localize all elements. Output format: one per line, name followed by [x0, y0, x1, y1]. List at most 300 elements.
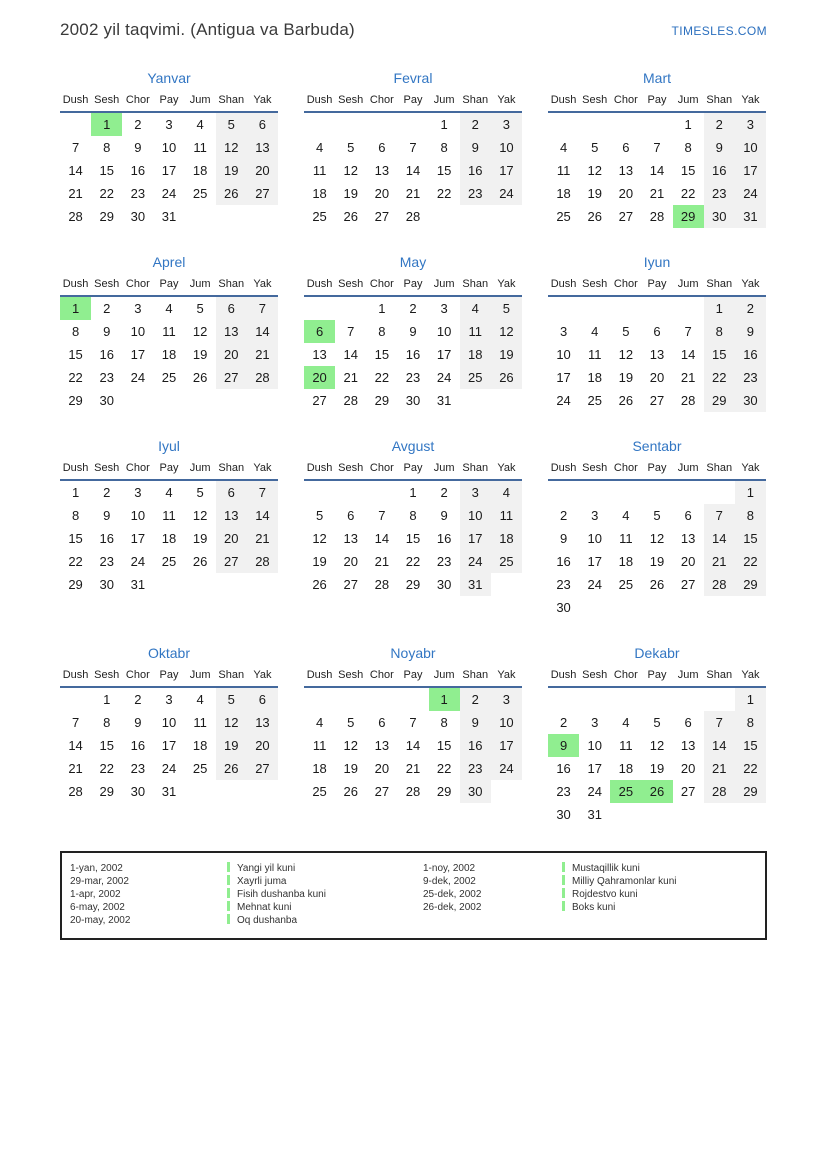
- week-row: [548, 527, 766, 550]
- day-cell: 26: [216, 757, 247, 780]
- holiday-legend: [60, 851, 767, 940]
- day-cell: 10: [491, 136, 522, 159]
- day-header: Shan: [460, 669, 491, 687]
- week-row: [304, 757, 522, 780]
- day-cell: 6: [216, 296, 247, 320]
- week-row: [304, 527, 522, 550]
- day-header: Jum: [429, 462, 460, 480]
- legend-date: 20-may, 2002: [70, 915, 131, 926]
- day-cell: 5: [196, 301, 204, 316]
- day-header: Dush: [548, 669, 579, 687]
- empty-cell: [247, 205, 278, 228]
- week-row: [304, 550, 522, 573]
- empty-cell: [216, 780, 247, 803]
- legend-date-column: [423, 862, 562, 927]
- day-cell: 25: [161, 554, 177, 569]
- empty-cell: [185, 205, 216, 228]
- day-cell: 26: [491, 366, 522, 389]
- day-cell: 6: [684, 715, 692, 730]
- day-cell: 22: [68, 370, 83, 385]
- day-cell: 3: [491, 687, 522, 711]
- month-title: Aprel: [152, 254, 186, 270]
- empty-cell: [673, 687, 704, 711]
- day-cell: 17: [436, 347, 452, 362]
- day-cell: 9: [735, 320, 766, 343]
- holiday-marker-icon: [562, 888, 565, 898]
- day-cell: 25: [312, 209, 327, 224]
- day-cell: 10: [130, 508, 146, 523]
- day-cell: 2: [460, 687, 491, 711]
- week-row: [548, 596, 766, 619]
- day-cell: 5: [622, 324, 630, 339]
- day-cell: 4: [622, 508, 630, 523]
- day-cell: 28: [649, 209, 665, 224]
- month-dekabr: [548, 645, 766, 826]
- week-row: [548, 687, 766, 711]
- day-cell: 12: [618, 347, 634, 362]
- week-row: [60, 573, 278, 596]
- day-cell: 29: [405, 577, 421, 592]
- day-cell: 29: [374, 393, 390, 408]
- day-cell: 10: [491, 711, 522, 734]
- day-cell: 23: [130, 186, 146, 201]
- day-cell: 17: [735, 159, 766, 182]
- month-table: [548, 669, 766, 826]
- week-row: [548, 734, 766, 757]
- day-cell: 15: [735, 734, 766, 757]
- day-cell: 19: [649, 761, 665, 776]
- month-oktabr: [60, 645, 278, 826]
- day-header: Chor: [610, 278, 641, 296]
- day-cell: 3: [591, 508, 599, 523]
- day-header: Sesh: [579, 94, 610, 112]
- legend-label: Yangi yil kuni: [227, 862, 423, 875]
- day-cell: 30: [99, 577, 114, 592]
- day-cell: 19: [491, 343, 522, 366]
- day-cell: 27: [680, 577, 696, 592]
- week-row: [304, 343, 522, 366]
- day-cell: 16: [405, 347, 421, 362]
- empty-cell: [673, 803, 704, 826]
- day-cell: 29: [704, 389, 735, 412]
- week-row: [60, 780, 278, 803]
- week-row: [60, 343, 278, 366]
- day-cell: 22: [99, 186, 114, 201]
- day-cell: 12: [649, 531, 665, 546]
- day-cell: 24: [130, 554, 146, 569]
- week-row: [548, 711, 766, 734]
- day-cell: 23: [99, 370, 114, 385]
- week-row: [60, 296, 278, 320]
- week-row: [304, 366, 522, 389]
- day-header: Yak: [247, 278, 278, 296]
- day-cell: 22: [735, 550, 766, 573]
- site-link[interactable]: TIMESLES.COM: [671, 24, 767, 38]
- day-header: Jum: [673, 278, 704, 296]
- day-header: Jum: [673, 94, 704, 112]
- day-cell: 6: [347, 508, 355, 523]
- day-cell: 13: [343, 531, 358, 546]
- week-row: [60, 182, 278, 205]
- day-header: Sesh: [91, 669, 122, 687]
- day-cell: 18: [556, 186, 571, 201]
- day-cell: 30: [130, 209, 146, 224]
- day-cell: 13: [247, 136, 278, 159]
- day-cell: 1: [704, 296, 735, 320]
- day-cell: 30: [405, 393, 421, 408]
- day-cell: 24: [161, 186, 177, 201]
- empty-cell: [610, 112, 641, 136]
- day-header: Sesh: [579, 278, 610, 296]
- holiday-marker-icon: [227, 862, 230, 872]
- empty-cell: [673, 296, 704, 320]
- day-cell: 13: [312, 347, 327, 362]
- day-cell: 16: [436, 531, 452, 546]
- day-cell: 31: [130, 577, 146, 592]
- day-cell: 19: [343, 761, 358, 776]
- empty-cell: [366, 112, 397, 136]
- day-cell: 15: [68, 531, 83, 546]
- holiday-marker-icon: [227, 901, 230, 911]
- day-header: Yak: [735, 462, 766, 480]
- week-row: [60, 205, 278, 228]
- day-cell: 23: [460, 182, 491, 205]
- day-header: Dush: [60, 462, 91, 480]
- month-aprel: [60, 254, 278, 412]
- day-cell: 28: [704, 780, 735, 803]
- day-cell: 23: [460, 757, 491, 780]
- day-cell: 21: [649, 186, 665, 201]
- day-cell: 14: [247, 504, 278, 527]
- month-table: [548, 278, 766, 412]
- day-cell: 17: [491, 734, 522, 757]
- legend-date: 1-noy, 2002: [423, 863, 476, 874]
- week-row: [548, 320, 766, 343]
- day-header: Sesh: [579, 669, 610, 687]
- day-cell: 6: [653, 324, 661, 339]
- day-cell: 20: [680, 554, 696, 569]
- day-cell: 10: [130, 324, 146, 339]
- week-row: [548, 112, 766, 136]
- empty-cell: [548, 112, 579, 136]
- day-cell: 2: [409, 301, 417, 316]
- day-cell: 20: [374, 761, 390, 776]
- empty-cell: [491, 573, 522, 596]
- day-cell: 26: [312, 577, 327, 592]
- day-cell: 19: [312, 554, 327, 569]
- day-cell: 23: [405, 370, 421, 385]
- day-cell: 1: [684, 117, 692, 132]
- day-cell: 28: [374, 577, 390, 592]
- day-cell: 21: [247, 527, 278, 550]
- day-cell: 30: [130, 784, 146, 799]
- day-cell: 11: [193, 140, 207, 155]
- week-row: [60, 550, 278, 573]
- day-cell: 2: [735, 296, 766, 320]
- week-row: [304, 159, 522, 182]
- day-cell: 13: [649, 347, 665, 362]
- empty-cell: [641, 803, 672, 826]
- day-cell: 11: [312, 738, 327, 753]
- day-cell: 23: [556, 784, 571, 799]
- day-cell: 11: [312, 163, 327, 178]
- day-cell: 23: [436, 554, 452, 569]
- day-header: Dush: [548, 462, 579, 480]
- week-row: [548, 780, 766, 803]
- day-cell: 23: [130, 761, 146, 776]
- month-iyun: [548, 254, 766, 412]
- holiday-marker-icon: [562, 862, 565, 872]
- day-cell: 3: [165, 117, 173, 132]
- day-cell: 19: [618, 370, 634, 385]
- legend-label: Rojdestvo kuni: [562, 888, 759, 901]
- day-cell: 23: [556, 577, 571, 592]
- day-cell: 28: [680, 393, 696, 408]
- empty-cell: [579, 480, 610, 504]
- week-row: [60, 159, 278, 182]
- day-cell: 27: [618, 209, 634, 224]
- day-cell: 2: [134, 117, 142, 132]
- day-header: Shan: [704, 278, 735, 296]
- day-cell: 11: [587, 347, 602, 362]
- empty-cell: [335, 112, 366, 136]
- day-cell: 5: [491, 296, 522, 320]
- day-cell: 19: [192, 347, 208, 362]
- day-header: Shan: [460, 94, 491, 112]
- day-cell: 5: [653, 508, 661, 523]
- week-row: [548, 803, 766, 826]
- day-header: Pay: [397, 669, 428, 687]
- day-cell: 14: [704, 734, 735, 757]
- day-cell: 16: [130, 738, 146, 753]
- day-cell: 26: [343, 209, 358, 224]
- week-row: [548, 550, 766, 573]
- day-cell: 20: [247, 734, 278, 757]
- day-cell: 3: [559, 324, 568, 339]
- day-cell: 1: [103, 692, 111, 707]
- day-cell: 7: [684, 324, 692, 339]
- empty-cell: [460, 389, 491, 412]
- day-cell: 27: [374, 209, 390, 224]
- day-cell: 5: [591, 140, 599, 155]
- week-row: [304, 136, 522, 159]
- day-cell: 18: [618, 554, 634, 569]
- day-header: Yak: [735, 669, 766, 687]
- top-bar: [60, 0, 767, 40]
- day-cell: 22: [704, 366, 735, 389]
- day-cell: 12: [587, 163, 602, 178]
- month-table: [60, 278, 278, 412]
- day-cell: 31: [436, 393, 452, 408]
- holiday-marker-icon: [227, 875, 230, 885]
- day-header: Shan: [704, 669, 735, 687]
- day-cell: 15: [735, 527, 766, 550]
- empty-cell: [304, 687, 335, 711]
- day-cell: 30: [735, 389, 766, 412]
- day-cell: 1: [91, 112, 122, 136]
- day-header: Pay: [641, 278, 672, 296]
- month-title: Fevral: [393, 70, 433, 86]
- day-header: Shan: [216, 94, 247, 112]
- day-cell: 4: [559, 140, 568, 155]
- day-cell: 8: [378, 324, 386, 339]
- day-cell: 31: [587, 807, 602, 822]
- day-cell: 18: [192, 738, 208, 753]
- empty-cell: [548, 296, 579, 320]
- day-cell: 11: [556, 163, 571, 178]
- day-header: Shan: [460, 278, 491, 296]
- day-cell: 21: [68, 186, 83, 201]
- empty-cell: [304, 480, 335, 504]
- legend-label: Milliy Qahramonlar kuni: [562, 875, 759, 888]
- week-row: [304, 687, 522, 711]
- day-cell: 31: [161, 784, 177, 799]
- day-cell: 13: [216, 504, 247, 527]
- day-cell: 27: [312, 393, 327, 408]
- month-table: [304, 94, 522, 228]
- week-row: [60, 734, 278, 757]
- month-may: [304, 254, 522, 412]
- empty-cell: [610, 480, 641, 504]
- day-cell: 17: [130, 531, 146, 546]
- day-cell: 24: [587, 784, 602, 799]
- month-table: [60, 462, 278, 596]
- week-row: [60, 112, 278, 136]
- day-header: Sesh: [91, 94, 122, 112]
- empty-cell: [704, 596, 735, 619]
- empty-cell: [610, 596, 641, 619]
- day-cell: 9: [409, 324, 417, 339]
- page-title: 2002 yil taqvimi. (Antigua va Barbuda): [60, 20, 355, 39]
- empty-cell: [579, 112, 610, 136]
- day-cell: 5: [216, 112, 247, 136]
- holiday-marker-icon: [227, 888, 230, 898]
- day-header: Jum: [673, 462, 704, 480]
- legend-label-column: [562, 862, 759, 927]
- day-cell: 6: [684, 508, 692, 523]
- day-header: Jum: [429, 94, 460, 112]
- day-header: Pay: [397, 278, 428, 296]
- day-cell: 16: [735, 343, 766, 366]
- day-cell: 16: [460, 734, 491, 757]
- day-cell: 14: [680, 347, 696, 362]
- day-header: Shan: [704, 94, 735, 112]
- day-cell: 3: [165, 692, 173, 707]
- day-cell: 12: [312, 531, 327, 546]
- day-header: Yak: [491, 462, 522, 480]
- week-row: [304, 480, 522, 504]
- legend-label-column: [227, 862, 423, 927]
- empty-cell: [397, 687, 428, 711]
- legend-date: 29-mar, 2002: [70, 876, 129, 887]
- day-header: Pay: [153, 462, 184, 480]
- day-cell: 24: [735, 182, 766, 205]
- day-cell: 21: [680, 370, 696, 385]
- legend-label: Boks kuni: [562, 901, 759, 914]
- week-row: [304, 112, 522, 136]
- day-cell: 3: [134, 301, 142, 316]
- legend-date: 26-dek, 2002: [423, 902, 482, 913]
- day-cell: 17: [130, 347, 146, 362]
- day-cell: 25: [618, 577, 634, 592]
- day-header: Jum: [185, 462, 216, 480]
- day-cell: 27: [343, 577, 358, 592]
- day-cell: 3: [591, 715, 599, 730]
- day-cell: 28: [405, 209, 421, 224]
- empty-cell: [673, 596, 704, 619]
- empty-cell: [122, 389, 153, 412]
- day-cell: 20: [649, 370, 665, 385]
- day-cell: 2: [559, 508, 568, 523]
- month-title: Yanvar: [147, 70, 191, 86]
- month-table: [548, 94, 766, 228]
- day-cell: 12: [192, 508, 208, 523]
- week-row: [60, 389, 278, 412]
- day-header: Chor: [366, 462, 397, 480]
- empty-cell: [641, 596, 672, 619]
- day-cell: 22: [735, 757, 766, 780]
- empty-cell: [247, 389, 278, 412]
- day-cell: 9: [134, 140, 142, 155]
- day-cell: 14: [405, 738, 421, 753]
- day-cell: 16: [460, 159, 491, 182]
- day-header: Sesh: [335, 462, 366, 480]
- day-cell: 15: [68, 347, 83, 362]
- empty-cell: [641, 687, 672, 711]
- day-cell: 13: [680, 531, 696, 546]
- day-cell: 15: [405, 531, 421, 546]
- week-row: [548, 343, 766, 366]
- day-cell: 25: [312, 784, 327, 799]
- day-header: Jum: [185, 278, 216, 296]
- empty-cell: [491, 389, 522, 412]
- day-cell: 26: [649, 577, 665, 592]
- day-cell: 10: [161, 140, 177, 155]
- day-cell: 1: [735, 480, 766, 504]
- day-cell: 8: [704, 320, 735, 343]
- empty-cell: [366, 480, 397, 504]
- day-cell: 29: [99, 209, 114, 224]
- empty-cell: [247, 573, 278, 596]
- month-title: Dekabr: [634, 645, 680, 661]
- day-cell: 21: [704, 757, 735, 780]
- day-cell: 15: [436, 738, 452, 753]
- day-cell: 22: [374, 370, 390, 385]
- day-header: Pay: [153, 278, 184, 296]
- empty-cell: [610, 687, 641, 711]
- day-header: Yak: [247, 462, 278, 480]
- empty-cell: [366, 687, 397, 711]
- day-cell: 11: [619, 738, 633, 753]
- day-cell: 5: [347, 715, 355, 730]
- day-cell: 13: [374, 163, 390, 178]
- empty-cell: [60, 112, 91, 136]
- day-header: Yak: [735, 94, 766, 112]
- empty-cell: [216, 573, 247, 596]
- day-cell: 26: [216, 182, 247, 205]
- day-cell: 10: [436, 324, 452, 339]
- month-title: Noyabr: [390, 645, 436, 661]
- day-header: Yak: [247, 669, 278, 687]
- empty-cell: [641, 296, 672, 320]
- day-header: Dush: [304, 278, 335, 296]
- holiday-marker-icon: [562, 875, 565, 885]
- day-cell: 8: [440, 715, 448, 730]
- month-table: [60, 669, 278, 803]
- empty-cell: [216, 389, 247, 412]
- day-cell: 17: [460, 527, 491, 550]
- day-cell: 28: [405, 784, 421, 799]
